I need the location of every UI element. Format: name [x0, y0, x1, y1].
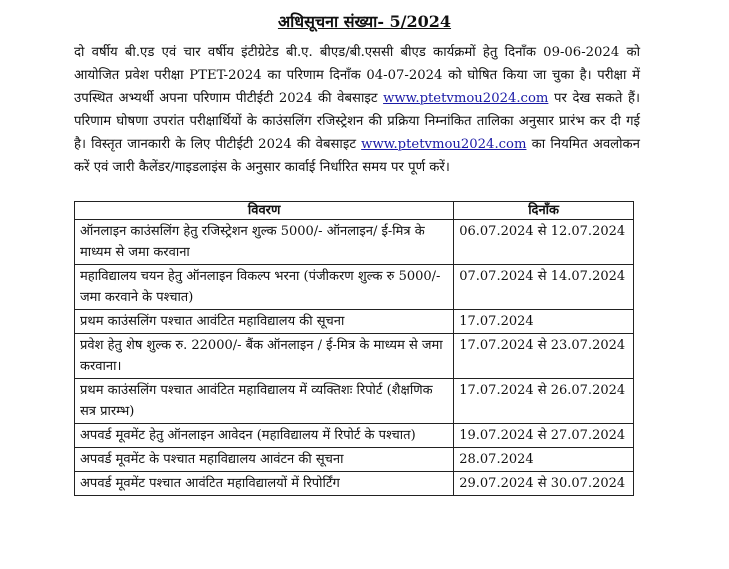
table-row	[75, 379, 634, 424]
website-link-2[interactable]: www.ptetvmou2024.com	[361, 137, 527, 152]
row-details: अपवर्ड मूवमेंट पश्चात आवंटित महाविद्यालयों में रिपोर्टिंग	[75, 472, 454, 496]
paragraph-text-2: पर देख सकते हैं। परिणाम घोषणा उपरांत परीक्षार्थियों के काउंसलिंग रजिस्ट्रेशन की प्रक्रिया निम्नांकित तालिका अनुसार प्रारंभ कर दी गई है। विस्तृत जानकारी के लिए पीटीईटी 2024 की वेबसाइट	[74, 91, 640, 152]
paragraph-text-1: दो वर्षीय बी.एड एवं चार वर्षीय इंटीग्रेटेड बी.ए. बीएड/बी.एससी बीएड कार्यक्रमों हेतु दिनाँक 09-06-2024 को आयोजित प्रवेश परीक्षा PTET-2024 का परिणाम दिनाँक 04-07-2024 को घोषित किया जा चुका है। परीक्षा में उपस्थित अभ्यर्थी अपना परिणाम पीटीईटी 2024 की वेबसाइट	[74, 45, 640, 106]
row-date: 28.07.2024	[454, 448, 634, 472]
table-row	[75, 472, 634, 496]
header-details: विवरण	[75, 202, 454, 220]
table-row	[75, 310, 634, 334]
row-details: अपवर्ड मूवमेंट के पश्चात महाविद्यालय आवंटन की सूचना	[75, 448, 454, 472]
notice-title: अधिसूचना संख्या- 5/2024	[277, 12, 452, 31]
website-link-1[interactable]: www.ptetvmou2024.com	[383, 91, 549, 106]
table-row	[75, 424, 634, 448]
row-date: 17.07.2024	[454, 310, 634, 334]
row-details: प्रथम काउंसलिंग पश्चात आवंटित महाविद्यालय में व्यक्तिशः रिपोर्ट (शैक्षणिक सत्र प्रारम्भ)	[75, 379, 454, 424]
row-date: 07.07.2024 से 14.07.2024	[454, 265, 634, 310]
row-date: 17.07.2024 से 23.07.2024	[454, 334, 634, 379]
row-details: ऑनलाइन काउंसलिंग हेतु रजिस्ट्रेशन शुल्क 5000/- ऑनलाइन/ ई-मित्र के माध्यम से जमा करवाना	[75, 220, 454, 265]
row-details: प्रवेश हेतु शेष शुल्क रु. 22000/- बैंक ऑनलाइन / ई-मित्र के माध्यम से जमा करवाना।	[75, 334, 454, 379]
table-header-row	[75, 202, 634, 220]
row-details: अपवर्ड मूवमेंट हेतु ऑनलाइन आवेदन (महाविद्यालय में रिपोर्ट के पश्चात)	[75, 424, 454, 448]
notice-paragraph	[74, 41, 640, 179]
row-date: 19.07.2024 से 27.07.2024	[454, 424, 634, 448]
row-date: 06.07.2024 से 12.07.2024	[454, 220, 634, 265]
table-row	[75, 220, 634, 265]
table-row	[75, 448, 634, 472]
row-details: महाविद्यालय चयन हेतु ऑनलाइन विकल्प भरना (पंजीकरण शुल्क रु 5000/- जमा करवाने के पश्चात)	[75, 265, 454, 310]
header-date: दिनाँक	[454, 202, 634, 220]
paragraph-text-3: का नियमित अवलोकन करें एवं जारी कैलेंडर/गाइडलाइंस के अनुसार कार्वाई निर्धारित समय पर पूर्ण करें।	[74, 137, 640, 175]
table-row	[75, 265, 634, 310]
row-details: प्रथम काउंसलिंग पश्चात आवंटित महाविद्यालय की सूचना	[75, 310, 454, 334]
schedule-table	[74, 201, 634, 496]
row-date: 29.07.2024 से 30.07.2024	[454, 472, 634, 496]
table-row	[75, 334, 634, 379]
row-date: 17.07.2024 से 26.07.2024	[454, 379, 634, 424]
